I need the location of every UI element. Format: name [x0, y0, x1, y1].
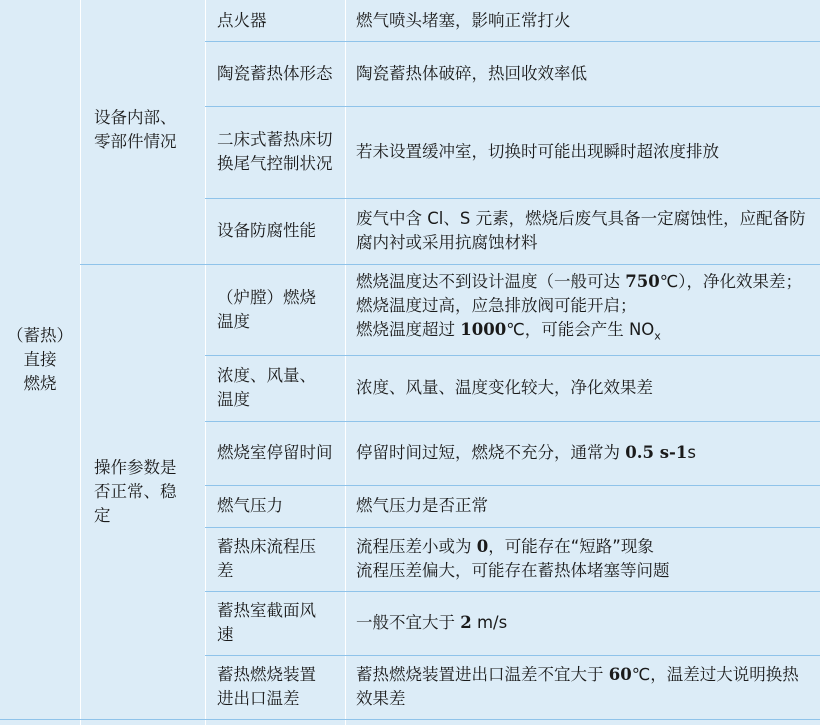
desc-cell: 燃气压力是否正常	[356, 496, 488, 515]
item-cell: 蓄热室截面风速	[217, 601, 316, 644]
column-divider	[345, 0, 346, 725]
desc-text: 停留时间过短，燃烧不充分，通常为 0.5 s-1s	[356, 443, 696, 462]
table-bottom-rule	[0, 719, 820, 720]
desc-cell: 若未设置缓冲室，切换时可能出现瞬时超浓度排放	[356, 142, 719, 161]
desc-cell: 燃气喷头堵塞，影响正常打火	[356, 10, 571, 30]
desc-cell	[356, 655, 814, 719]
item-cell: 二床式蓄热床切换尾气控制状况	[217, 130, 333, 173]
item-cell: 蓄热燃烧装置进出口温差	[217, 665, 316, 708]
category-line: （蓄热）	[7, 326, 73, 345]
desc-cell	[356, 421, 818, 485]
group-label: 操作参数是否正常、稳定	[94, 458, 177, 525]
desc-cell: 陶瓷蓄热体破碎，热回收效率低	[356, 63, 587, 83]
item-cell: 燃气压力	[217, 496, 283, 515]
category-cell	[0, 300, 80, 420]
desc-cell: 废气中含 Cl、S 元素，燃烧后废气具备一定腐蚀性，应配备防腐内衬或采用抗腐蚀材料	[356, 209, 806, 252]
group-label: 设备内部、零部件情况	[94, 108, 177, 151]
item-cell: 燃烧室停留时间	[217, 443, 333, 462]
category-line: 直接	[23, 350, 57, 369]
desc-text: 流程压差小或为 0，可能存在“短路”现象 流程压差偏大，可能存在蓄热体堵塞等问题	[356, 537, 670, 580]
desc-text: 一般不宜大于 2 m/s	[356, 613, 508, 632]
desc-cell: 浓度、风量、温度变化较大，净化效果差	[356, 378, 653, 397]
desc-text: 燃烧温度达不到设计温度（一般可达 750℃），净化效果差；燃烧温度过高，应急排放阀可能开启； 燃烧温度超过 1000℃，可能会产生 $NO_x$	[356, 272, 802, 343]
desc-cell	[356, 591, 818, 655]
item-cell: 浓度、风量、温度	[217, 366, 316, 409]
column-divider	[80, 0, 81, 725]
item-cell: 点火器	[217, 10, 267, 30]
item-cell: （炉膛）燃烧温度	[217, 287, 316, 331]
column-divider	[205, 0, 206, 725]
desc-text: 蓄热燃烧装置进出口温差不宜大于 60℃，温差过大说明换热效果差	[356, 665, 799, 708]
item-cell: 陶瓷蓄热体形态	[217, 63, 333, 83]
desc-cell	[356, 527, 818, 591]
item-cell: 蓄热床流程压差	[217, 537, 316, 580]
category-line: 燃烧	[23, 374, 57, 393]
item-cell: 设备防腐性能	[217, 221, 316, 240]
desc-cell	[356, 264, 814, 355]
